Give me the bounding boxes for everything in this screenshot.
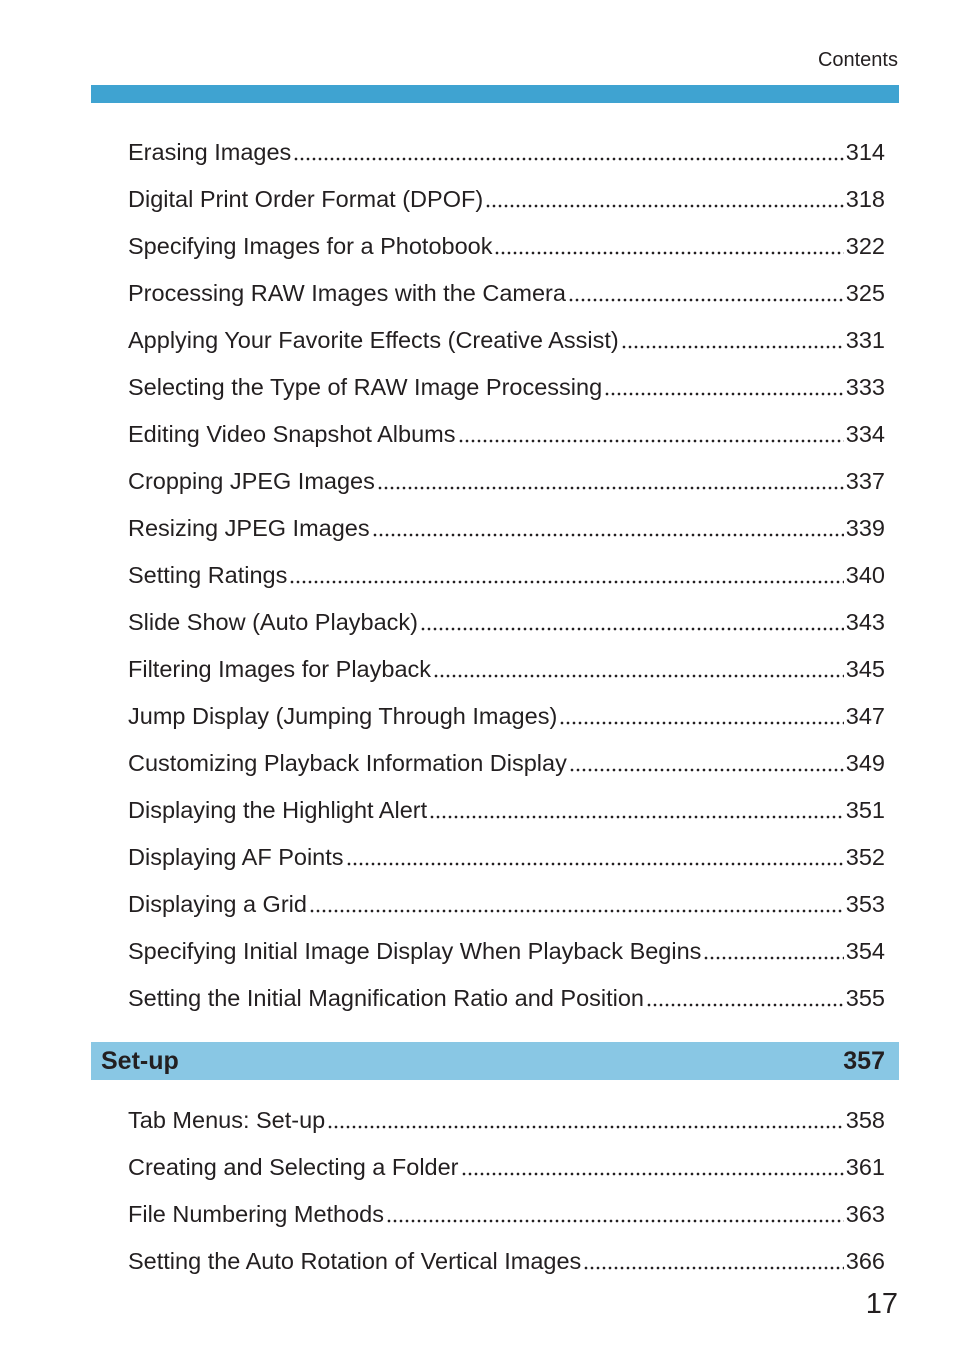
dot-leader [433,658,844,682]
toc-entry-title: File Numbering Methods [128,1201,384,1227]
dot-leader [485,188,844,212]
toc-entry-page: 314 [845,139,885,165]
toc-entry-title: Selecting the Type of RAW Image Processing [128,374,603,400]
toc-entry-title: Resizing JPEG Images [128,515,370,541]
toc-entry-title: Specifying Images for a Photobook [128,233,493,259]
dot-leader [646,987,844,1011]
toc-entry-title: Setting Ratings [128,562,288,588]
dot-leader [458,423,844,447]
toc-entry-page: 337 [845,468,885,494]
toc-entry-title: Tab Menus: Set-up [128,1107,326,1133]
toc-entry[interactable] [128,364,885,411]
toc-entry-title: Editing Video Snapshot Albums [128,421,456,447]
toc-entry[interactable] [128,928,885,975]
toc-entry[interactable] [128,505,885,552]
toc-entry[interactable] [128,975,885,1022]
header-label: Contents [817,49,898,71]
dot-leader [461,1156,844,1180]
toc-entry[interactable] [128,176,885,223]
toc-entry[interactable] [128,270,885,317]
dot-leader [346,846,844,870]
toc-entry-page: 352 [845,844,885,870]
toc-entry-page: 339 [845,515,885,541]
dot-leader [309,893,844,917]
dot-leader [327,1109,844,1133]
toc-entry-title: Erasing Images [128,139,292,165]
dot-leader [289,564,843,588]
toc-entry-page: 318 [845,186,885,212]
toc-entry[interactable] [128,317,885,364]
toc-entry-title: Jump Display (Jumping Through Images) [128,703,558,729]
toc-entry-title: Processing RAW Images with the Camera [128,280,566,306]
dot-leader [429,799,844,823]
toc-entry-page: 361 [845,1154,885,1180]
dot-leader [568,282,844,306]
section-title: Set-up [101,1046,179,1075]
toc-entry[interactable] [128,411,885,458]
toc-entry[interactable] [128,458,885,505]
toc-entry-page: 349 [845,750,885,776]
toc-entry[interactable] [128,129,885,176]
toc-entry-title: Setting the Initial Magnification Ratio and Position [128,985,645,1011]
toc-entry[interactable] [128,693,885,740]
toc-entry[interactable] [128,599,885,646]
dot-leader [420,611,844,635]
dot-leader [604,376,844,400]
dot-leader [621,329,844,353]
toc-entry-page: 354 [845,938,885,964]
toc-entry-page: 355 [845,985,885,1011]
dot-leader [559,705,844,729]
dot-leader [293,141,844,165]
toc-entry-page: 334 [845,421,885,447]
toc-entry-title: Applying Your Favorite Effects (Creative Assist) [128,327,619,353]
toc-entry[interactable] [128,881,885,928]
toc-entry-title: Displaying a Grid [128,891,307,917]
section-header-setup[interactable] [91,1042,899,1080]
dot-leader [377,470,844,494]
toc-entry-title: Customizing Playback Information Display [128,750,567,776]
toc-entry[interactable] [128,787,885,834]
toc-entry[interactable] [128,1144,885,1191]
toc-list-playback [128,129,885,1022]
dot-leader [386,1203,844,1227]
toc-entry-title: Digital Print Order Format (DPOF) [128,186,484,212]
page-number: 17 [865,1288,898,1320]
dot-leader [569,752,844,776]
toc-entry-page: 331 [845,327,885,353]
section-page-number: 357 [843,1046,885,1075]
toc-entry[interactable] [128,1097,885,1144]
toc-entry-page: 333 [845,374,885,400]
toc-entry[interactable] [128,552,885,599]
toc-entry[interactable] [128,223,885,270]
toc-entry-page: 322 [845,233,885,259]
toc-entry-page: 325 [845,280,885,306]
toc-entry-title: Setting the Auto Rotation of Vertical Images [128,1248,582,1274]
toc-entry-title: Displaying the Highlight Alert [128,797,428,823]
toc-entry-page: 363 [845,1201,885,1227]
dot-leader [372,517,844,541]
toc-list-setup [128,1097,885,1285]
toc-entry-title: Creating and Selecting a Folder [128,1154,459,1180]
toc-entry[interactable] [128,1238,885,1285]
toc-entry-title: Displaying AF Points [128,844,344,870]
dot-leader [703,940,843,964]
toc-entry-title: Slide Show (Auto Playback) [128,609,418,635]
toc-entry-page: 345 [845,656,885,682]
toc-entry-title: Specifying Initial Image Display When Playback Begins [128,938,702,964]
dot-leader [494,235,843,259]
toc-entry-title: Filtering Images for Playback [128,656,432,682]
toc-entry-page: 353 [845,891,885,917]
toc-entry-page: 343 [845,609,885,635]
toc-entry[interactable] [128,740,885,787]
header-rule [91,85,899,103]
toc-entry-title: Cropping JPEG Images [128,468,375,494]
toc-entry-page: 366 [845,1248,885,1274]
toc-entry-page: 351 [845,797,885,823]
toc-entry[interactable] [128,834,885,881]
toc-entry[interactable] [128,1191,885,1238]
dot-leader [583,1250,843,1274]
toc-entry[interactable] [128,646,885,693]
toc-entry-page: 340 [845,562,885,588]
toc-entry-page: 358 [845,1107,885,1133]
toc-entry-page: 347 [845,703,885,729]
